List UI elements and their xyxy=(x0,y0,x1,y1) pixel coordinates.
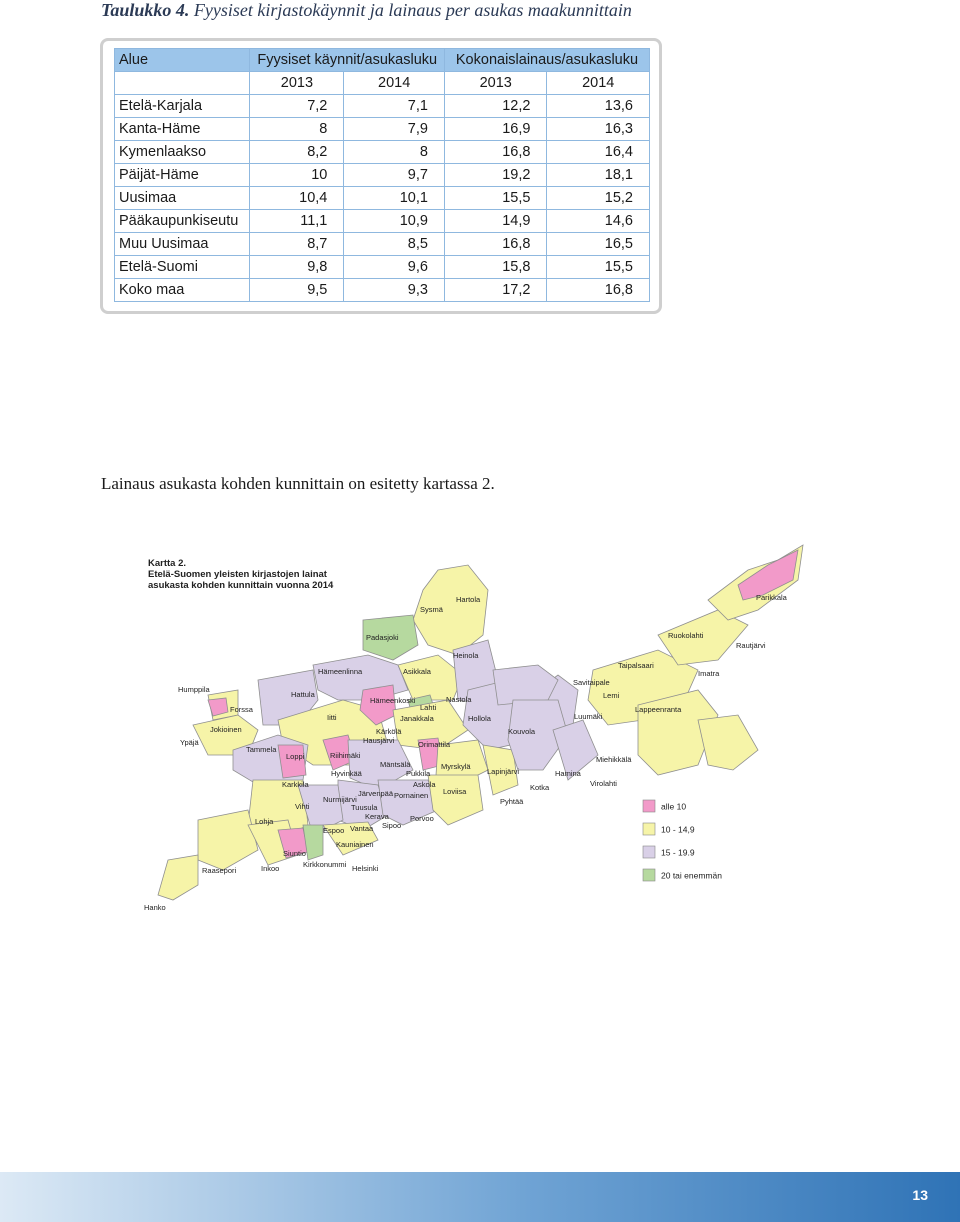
row-value: 9,8 xyxy=(250,256,344,279)
row-value: 8,2 xyxy=(250,141,344,164)
map-figure xyxy=(138,540,838,920)
row-value: 9,3 xyxy=(344,279,445,302)
place-label: Savitaipale xyxy=(573,678,610,687)
table-row xyxy=(115,118,650,141)
row-value: 10 xyxy=(250,164,344,187)
place-label: Hollola xyxy=(468,714,491,723)
row-value: 17,2 xyxy=(444,279,547,302)
row-value: 10,4 xyxy=(250,187,344,210)
table-row xyxy=(115,141,650,164)
municipality-area xyxy=(428,775,483,825)
row-value: 8 xyxy=(344,141,445,164)
place-label: Helsinki xyxy=(352,864,379,873)
place-label: Asikkala xyxy=(403,667,431,676)
place-label: Luumäki xyxy=(574,712,603,721)
row-region-name: Etelä-Suomi xyxy=(115,256,250,279)
page-number: 13 xyxy=(912,1187,928,1203)
header-alue: Alue xyxy=(115,49,250,72)
place-label: Tammela xyxy=(246,745,277,754)
place-label: Sysmä xyxy=(420,605,443,614)
row-value: 11,1 xyxy=(250,210,344,233)
header-loans: Kokonaislainaus/asukasluku xyxy=(444,49,649,72)
region-map xyxy=(138,540,838,920)
row-value: 18,1 xyxy=(547,164,650,187)
row-value: 7,9 xyxy=(344,118,445,141)
page-footer xyxy=(0,1172,960,1222)
place-label: Espoo xyxy=(323,826,345,835)
place-label: Loppi xyxy=(286,752,305,761)
place-label: Lahti xyxy=(420,703,437,712)
year-blank xyxy=(115,72,250,95)
legend-label: 10 - 14,9 xyxy=(661,824,695,835)
row-value: 15,5 xyxy=(547,256,650,279)
row-value: 16,4 xyxy=(547,141,650,164)
legend-swatch xyxy=(643,869,655,881)
place-label: Ypäjä xyxy=(180,738,199,747)
place-label: Hyvinkää xyxy=(331,769,362,778)
place-label: Iitti xyxy=(327,713,337,722)
header-visits: Fyysiset käynnit/asukasluku xyxy=(250,49,444,72)
municipality-area xyxy=(158,855,198,900)
row-value: 14,9 xyxy=(444,210,547,233)
place-label: Orimattila xyxy=(418,740,451,749)
place-label: Lohja xyxy=(255,817,274,826)
row-region-name: Etelä-Karjala xyxy=(115,95,250,118)
place-label: Mäntsälä xyxy=(380,760,411,769)
place-label: Lemi xyxy=(603,691,620,700)
map-legend xyxy=(643,800,722,881)
row-value: 15,8 xyxy=(444,256,547,279)
place-label: Järvenpää xyxy=(358,789,394,798)
legend-label: 15 - 19.9 xyxy=(661,847,695,858)
place-label: Hämeenlinna xyxy=(318,667,363,676)
place-label: Askola xyxy=(413,780,436,789)
row-value: 7,1 xyxy=(344,95,445,118)
municipality-area xyxy=(493,665,558,705)
place-label: Vantaa xyxy=(350,824,374,833)
row-value: 8,5 xyxy=(344,233,445,256)
place-label: Riihimäki xyxy=(330,751,361,760)
row-value: 7,2 xyxy=(250,95,344,118)
row-value: 19,2 xyxy=(444,164,547,187)
legend-swatch xyxy=(643,823,655,835)
map-title-line-3: asukasta kohden kunnittain vuonna 2014 xyxy=(148,580,334,591)
table-row xyxy=(115,164,650,187)
row-value: 8 xyxy=(250,118,344,141)
municipality-area xyxy=(698,715,758,770)
legend-label: alle 10 xyxy=(661,801,687,812)
place-label: Padasjoki xyxy=(366,633,399,642)
table-frame xyxy=(100,38,662,314)
caption-label: Taulukko 4. xyxy=(101,0,190,20)
place-label: Pyhtää xyxy=(500,797,524,806)
row-value: 13,6 xyxy=(547,95,650,118)
table-row xyxy=(115,279,650,302)
place-label: Kerava xyxy=(365,812,389,821)
place-label: Pornainen xyxy=(394,791,429,800)
place-label: Heinola xyxy=(453,651,479,660)
place-label: Kotka xyxy=(530,783,550,792)
place-label: Sipoo xyxy=(382,821,402,830)
place-label: Imatra xyxy=(698,669,720,678)
legend-swatch xyxy=(643,800,655,812)
table-row xyxy=(115,233,650,256)
place-label: Loviisa xyxy=(443,787,467,796)
row-value: 15,5 xyxy=(444,187,547,210)
row-region-name: Uusimaa xyxy=(115,187,250,210)
table-row xyxy=(115,256,650,279)
year-visits-2013: 2013 xyxy=(250,72,344,95)
row-region-name: Koko maa xyxy=(115,279,250,302)
row-value: 16,8 xyxy=(444,141,547,164)
place-label: Forssa xyxy=(230,705,253,714)
library-stats-table xyxy=(114,48,650,302)
row-value: 9,5 xyxy=(250,279,344,302)
place-label: Inkoo xyxy=(261,864,280,873)
row-value: 16,8 xyxy=(547,279,650,302)
row-region-name: Pääkaupunkiseutu xyxy=(115,210,250,233)
place-label: Hartola xyxy=(456,595,481,604)
row-region-name: Muu Uusimaa xyxy=(115,233,250,256)
place-label: Tuusula xyxy=(351,803,378,812)
row-value: 8,7 xyxy=(250,233,344,256)
place-label: Lappeenranta xyxy=(635,705,682,714)
municipality-area xyxy=(398,655,463,700)
legend-label: 20 tai enemmän xyxy=(661,870,722,881)
place-label: Kärkölä xyxy=(376,727,402,736)
row-value: 16,5 xyxy=(547,233,650,256)
table-row xyxy=(115,210,650,233)
row-value: 9,6 xyxy=(344,256,445,279)
row-value: 16,9 xyxy=(444,118,547,141)
place-label: Ruokolahti xyxy=(668,631,704,640)
place-label: Virolahti xyxy=(590,779,617,788)
municipality-area xyxy=(303,825,323,860)
place-label: Hattula xyxy=(291,690,315,699)
place-label: Lapinjärvi xyxy=(487,767,520,776)
row-value: 15,2 xyxy=(547,187,650,210)
place-label: Hämeenkoski xyxy=(370,696,416,705)
place-label: Hamina xyxy=(555,769,581,778)
map-title xyxy=(148,558,333,591)
place-label: Miehikkälä xyxy=(596,755,632,764)
place-label: Parikkala xyxy=(756,593,787,602)
row-value: 10,9 xyxy=(344,210,445,233)
place-label: Kouvola xyxy=(508,727,536,736)
place-label: Porvoo xyxy=(410,814,434,823)
place-label: Myrskylä xyxy=(441,762,471,771)
place-label: Raasepori xyxy=(202,866,237,875)
place-label: Nurmijärvi xyxy=(323,795,357,804)
map-title-line-1: Kartta 2. xyxy=(148,558,187,569)
year-loans-2013: 2013 xyxy=(444,72,547,95)
place-label: Pukkila xyxy=(406,769,431,778)
table-row xyxy=(115,187,650,210)
row-value: 16,8 xyxy=(444,233,547,256)
row-region-name: Päijät-Häme xyxy=(115,164,250,187)
municipality-area xyxy=(278,745,306,778)
year-loans-2014: 2014 xyxy=(547,72,650,95)
municipality-area xyxy=(198,810,258,870)
place-label: Humppila xyxy=(178,685,210,694)
table-caption xyxy=(101,0,632,21)
row-value: 10,1 xyxy=(344,187,445,210)
table-row xyxy=(115,95,650,118)
place-label: Kauniainen xyxy=(336,840,374,849)
place-label: Jokioinen xyxy=(210,725,242,734)
map-reference-paragraph: Lainaus asukasta kohden kunnittain on esitetty kartassa 2. xyxy=(101,474,495,493)
place-label: Rautjärvi xyxy=(736,641,766,650)
place-label: Hausjärvi xyxy=(363,736,395,745)
place-label: Karkkila xyxy=(282,780,309,789)
place-label: Vihti xyxy=(295,802,310,811)
place-label: Nastola xyxy=(446,695,472,704)
place-label: Hanko xyxy=(144,903,166,912)
row-value: 9,7 xyxy=(344,164,445,187)
legend-swatch xyxy=(643,846,655,858)
place-label: Siuntio xyxy=(283,849,306,858)
year-visits-2014: 2014 xyxy=(344,72,445,95)
map-title-line-2: Etelä-Suomen yleisten kirjastojen lainat xyxy=(148,569,327,580)
place-label: Janakkala xyxy=(400,714,434,723)
row-value: 14,6 xyxy=(547,210,650,233)
caption-text: Fyysiset kirjastokäynnit ja lainaus per asukas maakunnittain xyxy=(193,0,632,20)
row-region-name: Kymenlaakso xyxy=(115,141,250,164)
row-value: 12,2 xyxy=(444,95,547,118)
row-value: 16,3 xyxy=(547,118,650,141)
place-label: Kirkkonummi xyxy=(303,860,347,869)
row-region-name: Kanta-Häme xyxy=(115,118,250,141)
place-label: Taipalsaari xyxy=(618,661,654,670)
